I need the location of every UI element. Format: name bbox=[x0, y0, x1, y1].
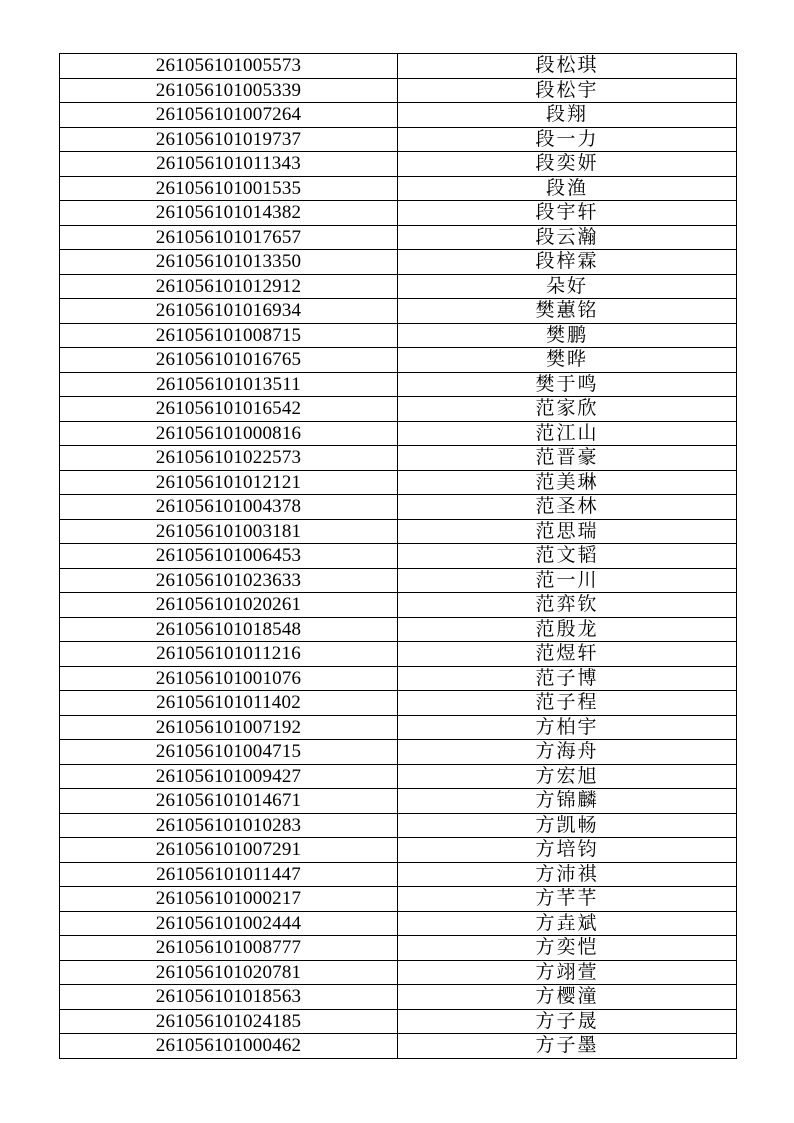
candidate-id-cell: 261056101007264 bbox=[60, 103, 398, 128]
table-row bbox=[60, 274, 737, 299]
table-row bbox=[60, 78, 737, 103]
candidate-name-cell: 方子晟 bbox=[398, 1009, 737, 1034]
candidate-name-cell: 方培钧 bbox=[398, 838, 737, 863]
table-row bbox=[60, 813, 737, 838]
table-row bbox=[60, 789, 737, 814]
table-row bbox=[60, 887, 737, 912]
candidate-name-cell: 段松琪 bbox=[398, 54, 737, 79]
table-row bbox=[60, 54, 737, 79]
candidate-id-cell: 261056101019737 bbox=[60, 127, 398, 152]
candidate-id-cell: 261056101005573 bbox=[60, 54, 398, 79]
candidate-name-cell: 段梓霖 bbox=[398, 250, 737, 275]
candidate-id-cell: 261056101001535 bbox=[60, 176, 398, 201]
table-row bbox=[60, 225, 737, 250]
table-row bbox=[60, 299, 737, 324]
candidate-name-cell: 方凯畅 bbox=[398, 813, 737, 838]
candidate-id-cell: 261056101009427 bbox=[60, 764, 398, 789]
candidate-name-cell: 范一川 bbox=[398, 568, 737, 593]
candidate-id-cell: 261056101011343 bbox=[60, 152, 398, 177]
table-row bbox=[60, 617, 737, 642]
candidate-name-cell: 范家欣 bbox=[398, 397, 737, 422]
table-row bbox=[60, 960, 737, 985]
candidate-id-cell: 261056101011447 bbox=[60, 862, 398, 887]
table-row bbox=[60, 470, 737, 495]
candidate-name-cell: 范子程 bbox=[398, 691, 737, 716]
candidate-id-cell: 261056101004715 bbox=[60, 740, 398, 765]
table-row bbox=[60, 715, 737, 740]
table-row bbox=[60, 936, 737, 961]
table-row bbox=[60, 1034, 737, 1059]
table-row bbox=[60, 568, 737, 593]
candidate-name-cell: 范子博 bbox=[398, 666, 737, 691]
candidate-id-cell: 261056101010283 bbox=[60, 813, 398, 838]
candidate-id-cell: 261056101014671 bbox=[60, 789, 398, 814]
candidate-id-cell: 261056101000462 bbox=[60, 1034, 398, 1059]
candidate-id-cell: 261056101003181 bbox=[60, 519, 398, 544]
candidate-id-cell: 261056101007192 bbox=[60, 715, 398, 740]
candidate-name-cell: 段宇轩 bbox=[398, 201, 737, 226]
table-row bbox=[60, 323, 737, 348]
candidate-id-cell: 261056101024185 bbox=[60, 1009, 398, 1034]
candidate-id-cell: 261056101002444 bbox=[60, 911, 398, 936]
roster-table-body bbox=[60, 54, 737, 1059]
table-row bbox=[60, 985, 737, 1010]
candidate-id-cell: 261056101014382 bbox=[60, 201, 398, 226]
table-row bbox=[60, 495, 737, 520]
table-row bbox=[60, 127, 737, 152]
candidate-id-cell: 261056101012121 bbox=[60, 470, 398, 495]
table-row bbox=[60, 152, 737, 177]
table-row bbox=[60, 740, 737, 765]
table-row bbox=[60, 372, 737, 397]
candidate-name-cell: 范文韬 bbox=[398, 544, 737, 569]
table-row bbox=[60, 666, 737, 691]
candidate-name-cell: 樊蕙铭 bbox=[398, 299, 737, 324]
candidate-name-cell: 范江山 bbox=[398, 421, 737, 446]
candidate-id-cell: 261056101018548 bbox=[60, 617, 398, 642]
candidate-id-cell: 261056101016765 bbox=[60, 348, 398, 373]
candidate-id-cell: 261056101006453 bbox=[60, 544, 398, 569]
candidate-id-cell: 261056101000217 bbox=[60, 887, 398, 912]
candidate-id-cell: 261056101005339 bbox=[60, 78, 398, 103]
table-row bbox=[60, 421, 737, 446]
candidate-name-cell: 范思瑞 bbox=[398, 519, 737, 544]
candidate-name-cell: 段松宇 bbox=[398, 78, 737, 103]
candidate-name-cell: 段翔 bbox=[398, 103, 737, 128]
candidate-name-cell: 范晋豪 bbox=[398, 446, 737, 471]
candidate-name-cell: 方子墨 bbox=[398, 1034, 737, 1059]
candidate-id-cell: 261056101013350 bbox=[60, 250, 398, 275]
candidate-id-cell: 261056101020781 bbox=[60, 960, 398, 985]
candidate-name-cell: 方宏旭 bbox=[398, 764, 737, 789]
table-row bbox=[60, 397, 737, 422]
candidate-id-cell: 261056101007291 bbox=[60, 838, 398, 863]
roster-table bbox=[59, 53, 737, 1059]
candidate-name-cell: 朵好 bbox=[398, 274, 737, 299]
table-row bbox=[60, 593, 737, 618]
candidate-id-cell: 261056101000816 bbox=[60, 421, 398, 446]
table-row bbox=[60, 103, 737, 128]
candidate-id-cell: 261056101008715 bbox=[60, 323, 398, 348]
candidate-name-cell: 方海舟 bbox=[398, 740, 737, 765]
candidate-id-cell: 261056101022573 bbox=[60, 446, 398, 471]
table-row bbox=[60, 176, 737, 201]
candidate-name-cell: 方柏宇 bbox=[398, 715, 737, 740]
candidate-name-cell: 段一力 bbox=[398, 127, 737, 152]
candidate-name-cell: 范殷龙 bbox=[398, 617, 737, 642]
candidate-id-cell: 261056101001076 bbox=[60, 666, 398, 691]
candidate-name-cell: 范煜轩 bbox=[398, 642, 737, 667]
candidate-id-cell: 261056101011216 bbox=[60, 642, 398, 667]
table-row bbox=[60, 911, 737, 936]
candidate-id-cell: 261056101020261 bbox=[60, 593, 398, 618]
candidate-id-cell: 261056101023633 bbox=[60, 568, 398, 593]
table-row bbox=[60, 544, 737, 569]
candidate-name-cell: 方沛祺 bbox=[398, 862, 737, 887]
candidate-id-cell: 261056101013511 bbox=[60, 372, 398, 397]
candidate-name-cell: 段渔 bbox=[398, 176, 737, 201]
table-row bbox=[60, 838, 737, 863]
candidate-name-cell: 范弈钦 bbox=[398, 593, 737, 618]
table-row bbox=[60, 1009, 737, 1034]
table-row bbox=[60, 691, 737, 716]
candidate-id-cell: 261056101008777 bbox=[60, 936, 398, 961]
candidate-name-cell: 方芊芊 bbox=[398, 887, 737, 912]
table-row bbox=[60, 519, 737, 544]
candidate-id-cell: 261056101017657 bbox=[60, 225, 398, 250]
candidate-id-cell: 261056101018563 bbox=[60, 985, 398, 1010]
table-row bbox=[60, 446, 737, 471]
candidate-name-cell: 范美琳 bbox=[398, 470, 737, 495]
candidate-name-cell: 方锦麟 bbox=[398, 789, 737, 814]
table-row bbox=[60, 348, 737, 373]
candidate-name-cell: 方奕恺 bbox=[398, 936, 737, 961]
candidate-name-cell: 方垚斌 bbox=[398, 911, 737, 936]
candidate-name-cell: 方樱潼 bbox=[398, 985, 737, 1010]
candidate-name-cell: 樊晔 bbox=[398, 348, 737, 373]
table-row bbox=[60, 642, 737, 667]
candidate-id-cell: 261056101016542 bbox=[60, 397, 398, 422]
candidate-name-cell: 范圣林 bbox=[398, 495, 737, 520]
candidate-name-cell: 段奕妍 bbox=[398, 152, 737, 177]
candidate-name-cell: 段云瀚 bbox=[398, 225, 737, 250]
table-row bbox=[60, 201, 737, 226]
candidate-id-cell: 261056101011402 bbox=[60, 691, 398, 716]
candidate-id-cell: 261056101004378 bbox=[60, 495, 398, 520]
candidate-id-cell: 261056101016934 bbox=[60, 299, 398, 324]
candidate-name-cell: 樊于鸣 bbox=[398, 372, 737, 397]
table-row bbox=[60, 764, 737, 789]
table-row bbox=[60, 862, 737, 887]
candidate-id-cell: 261056101012912 bbox=[60, 274, 398, 299]
table-row bbox=[60, 250, 737, 275]
candidate-name-cell: 方翊萱 bbox=[398, 960, 737, 985]
candidate-name-cell: 樊鹏 bbox=[398, 323, 737, 348]
